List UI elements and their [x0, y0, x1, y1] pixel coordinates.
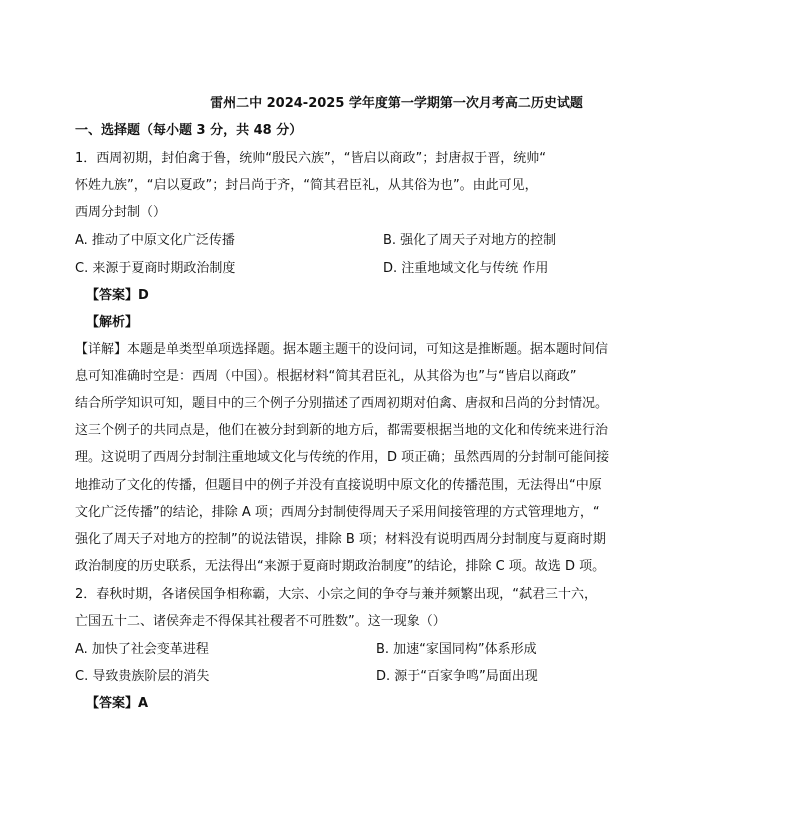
q1-answer: 【答案】D	[86, 288, 149, 303]
q1-detail-line-3: 结合所学知识可知，题目中的三个例子分别描述了西周初期对伯禽、唐叔和吕尚的分封情况。	[75, 396, 609, 411]
q1-option-a: A. 推动了中原文化广泛传播	[75, 233, 235, 248]
q1-detail-line-7: 文化广泛传播”的结论，排除 A 项；西周分封制使得周天子采用间接管理的方式管理地方，“	[75, 505, 600, 520]
q1-stem-line-2: 怀姓九族”，“启以夏政”；封吕尚于齐，“简其君臣礼，从其俗为也”。由此可见，	[75, 178, 538, 193]
q1-analysis-label: 【解析】	[86, 315, 139, 330]
q1-detail-line-5: 理。这说明了西周分封制注重地域文化与传统的作用，D 项正确；虽然西周的分封制可能间接	[75, 450, 610, 465]
q1-detail-line-9: 政治制度的历史联系，无法得出“来源于夏商时期政治制度”的结论，排除 C 项。故选 D 项。	[75, 559, 606, 574]
q2-answer: 【答案】A	[86, 696, 149, 711]
section-heading: 一、选择题（每小题 3 分，共 48 分）	[75, 123, 303, 138]
q2-option-d: D. 源于“百家争鸣”局面出现	[376, 669, 538, 684]
q1-option-d: D. 注重地域文化与传统 作用	[383, 261, 549, 276]
exam-title: 雷州二中 2024-2025 学年度第一学期第一次月考高二历史试题	[210, 96, 583, 111]
q1-detail-line-2: 息可知准确时空是：西周（中国）。根据材料“简其君臣礼，从其俗为也”与“皆启以商政”	[75, 369, 577, 384]
q1-detail-line-1: 【详解】本题是单类型单项选择题。据本题主题干的设问词，可知这是推断题。据本题时间信	[75, 342, 609, 357]
q2-stem-line-2: 亡国五十二、诸侯奔走不得保其社稷者不可胜数”。这一现象（）	[75, 614, 446, 629]
q1-stem-line-3: 西周分封制（）	[75, 205, 167, 220]
q1-stem-line-1: 1．西周初期，封伯禽于鲁，统帅“殷民六族”，“皆启以商政”；封唐叔于晋，统帅“	[75, 151, 546, 166]
q1-option-c: C. 来源于夏商时期政治制度	[75, 261, 236, 276]
q1-detail-line-8: 强化了周天子对地方的控制”的说法错误，排除 B 项；材料没有说明西周分封制度与夏商时期	[75, 532, 606, 547]
q1-detail-line-4: 这三个例子的共同点是，他们在被分封到新的地方后，都需要根据当地的文化和传统来进行治	[75, 423, 609, 438]
q2-option-c: C. 导致贵族阶层的消失	[75, 669, 210, 684]
q1-option-b: B. 强化了周天子对地方的控制	[383, 233, 557, 248]
q2-option-b: B. 加速“家国同构”体系形成	[376, 642, 537, 657]
q1-detail-line-6: 地推动了文化的传播，但题目中的例子并没有直接说明中原文化的传播范围，无法得出“中原	[75, 478, 602, 493]
q2-option-a: A. 加快了社会变革进程	[75, 642, 209, 657]
q2-stem-line-1: 2．春秋时期，各诸侯国争相称霸，大宗、小宗之间的争夺与兼并频繁出现，“弑君三十六，	[75, 587, 598, 602]
